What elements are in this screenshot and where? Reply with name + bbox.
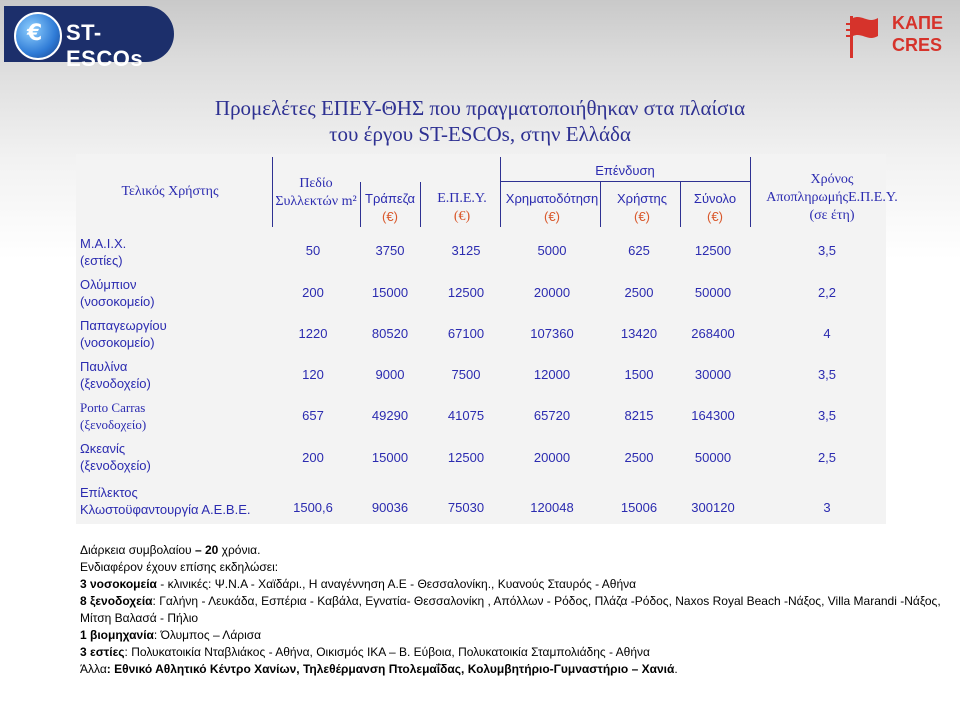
header-financier-line1: Χρηματοδότηση (505, 191, 599, 206)
row-label-name: Παπαγεωργίου (80, 318, 167, 333)
header-collector-area (266, 175, 366, 211)
title-line2: του έργου ST-ESCOs, στην Ελλάδα (329, 122, 631, 146)
cell-epey: 7500 (451, 367, 481, 382)
cell-epey: 3125 (451, 243, 481, 258)
cell-bank: 15000 (371, 450, 409, 465)
header-bank-line2: (€) (382, 209, 398, 224)
cell-total: 300120 (691, 500, 735, 515)
cell-bank: 15000 (371, 285, 409, 300)
cell-total: 30000 (694, 367, 732, 382)
header-payback-line3: (σε έτη) (809, 208, 855, 223)
header-investment: Επένδυση (595, 163, 655, 178)
cell-financier: 5000 (537, 243, 567, 258)
header-payback-line1: Χρόνος (810, 172, 854, 187)
row-label-type: (νοσοκομείο) (80, 294, 155, 309)
cell-area: 200 (302, 450, 324, 465)
cell-bank: 49290 (371, 408, 409, 423)
cell-user: 625 (628, 243, 650, 258)
row-label-name: Ολύμπιον (80, 277, 137, 292)
row-label-type: Κλωστοϋφαντουργία Α.Ε.Β.Ε. (80, 502, 251, 517)
notes-block (80, 542, 941, 678)
header-collector-area-line1: Πεδίο (299, 176, 333, 191)
cell-user: 15006 (620, 500, 658, 515)
row-label-type: (ξενοδοχείο) (80, 458, 151, 473)
header-financier-line2: (€) (544, 209, 560, 224)
cell-financier: 120048 (530, 500, 574, 515)
cell-bank: 80520 (371, 326, 409, 341)
note-industry (80, 627, 941, 644)
note-contract-duration (80, 542, 941, 559)
note-dorms (80, 644, 941, 661)
cell-area: 1500,6 (293, 500, 333, 515)
note-bold: : Εθνικό Αθλητικό Κέντρο Χανίων, Τηλεθέρμανση Πτολεμαΐδας, Κολυμβητήριο-Γυμναστήριο – Χανιά (106, 662, 675, 676)
header-payback (752, 171, 912, 225)
row-label (80, 358, 151, 392)
row-label (80, 317, 167, 351)
investment-underline (500, 181, 750, 182)
note-other (80, 661, 941, 678)
euro-icon: € (27, 21, 43, 46)
row-label-name: Μ.Α.Ι.Χ. (80, 236, 127, 251)
row-label (80, 484, 251, 518)
header-bank-line1: Τράπεζα (365, 191, 415, 206)
kape-line2: CRES (892, 35, 943, 55)
cell-epey: 67100 (447, 326, 485, 341)
note-interest: Ενδιαφέρον έχουν επίσης εκδηλώσει: (80, 560, 279, 574)
header-epey (424, 190, 500, 226)
note-text: : Πολυκατοικία Νταβλιάκος - Αθήνα, Οικισμός ΙΚΑ – Β. Εύβοια, Πολυκατοικία Σταμπολιάδης - Αθήνα (124, 645, 650, 659)
header-total-line2: (€) (707, 209, 723, 224)
cell-financier: 20000 (533, 450, 571, 465)
header-user (604, 190, 680, 226)
cell-financier: 20000 (533, 285, 571, 300)
cell-payback: 3,5 (817, 243, 837, 258)
kape-cres-logo (842, 6, 956, 62)
header-divider (420, 182, 421, 227)
row-label-name: Παυλίνα (80, 359, 128, 374)
header-financier (500, 190, 604, 226)
note-text: Διάρκεια συμβολαίου (80, 543, 195, 557)
note-text: Άλλα (80, 662, 107, 676)
note-hospitals (80, 576, 941, 593)
row-label (80, 440, 151, 474)
row-label-type: (νοσοκομείο) (80, 335, 155, 350)
note-text: : Όλυμπος – Λάρισα (153, 628, 262, 642)
kape-line1: ΚΑΠΕ (892, 13, 944, 33)
cell-total: 164300 (691, 408, 735, 423)
cell-bank: 9000 (375, 367, 405, 382)
note-bold: 1 βιομηχανία (80, 628, 154, 642)
cell-user: 1500 (624, 367, 654, 382)
header-payback-line2: ΑποπληρωμήςΕ.Π.Ε.Υ. (766, 190, 898, 205)
header-total-line1: Σύνολο (693, 191, 737, 206)
cell-area: 200 (302, 285, 324, 300)
note-text: χρόνια. (218, 543, 261, 557)
cell-payback: 2,5 (817, 450, 837, 465)
note-text: - κλινικές: Ψ.Ν.Α - Χαϊδάρι., Η αναγέννηση Α.Ε - Θεσσαλονίκη., Κυανούς Σταυρός - Αθήνα (156, 577, 637, 591)
note-bold: 3 εστίες (80, 645, 125, 659)
header-total (680, 190, 750, 226)
logo-text: ST- ESCOs (66, 20, 144, 71)
cell-user: 8215 (624, 408, 654, 423)
cell-user: 2500 (624, 285, 654, 300)
note-bold: 3 νοσοκομεία (80, 577, 157, 591)
cell-area: 50 (305, 243, 321, 258)
cell-user: 2500 (624, 450, 654, 465)
row-label (80, 399, 146, 433)
note-hotels (80, 593, 941, 610)
kape-text (892, 12, 943, 56)
header-epey-line2: (€) (453, 209, 471, 224)
cell-total: 50000 (694, 450, 732, 465)
cell-financier: 12000 (533, 367, 571, 382)
cell-epey: 75030 (447, 500, 485, 515)
cell-financier: 65720 (533, 408, 571, 423)
cell-bank: 90036 (371, 500, 409, 515)
row-label-name: Porto Carras (80, 400, 146, 415)
note-bold: 8 ξενοδοχεία (80, 594, 153, 608)
st-escos-logo (4, 6, 174, 71)
header-user-line2: (€) (634, 209, 650, 224)
cell-epey: 12500 (447, 450, 485, 465)
cell-payback: 3,5 (817, 408, 837, 423)
flag-icon (842, 10, 882, 58)
cell-area: 657 (302, 408, 324, 423)
header-user-line1: Χρήστης (617, 191, 667, 206)
cell-area: 1220 (298, 326, 328, 341)
row-label (80, 235, 126, 269)
row-label-type: (εστίες) (80, 253, 123, 268)
header-epey-line1: Ε.Π.Ε.Υ. (437, 191, 487, 206)
cell-epey: 41075 (447, 408, 485, 423)
note-hotels-cont: Μίτση Βαλασά - Πήλιο (80, 611, 199, 625)
page-title (190, 95, 770, 147)
header-end-user: Τελικός Χρήστης (121, 184, 219, 199)
note-bold: – 20 (194, 543, 219, 557)
row-label (80, 276, 155, 310)
cell-payback: 3 (823, 500, 831, 515)
row-label-type: (ξενοδοχείο) (80, 376, 151, 391)
title-line1: Προμελέτες ΕΠΕΥ-ΘΗΣ που πραγματοποιήθηκαν στα πλαίσια (214, 96, 746, 120)
cell-user: 13420 (620, 326, 658, 341)
note-text: . (674, 662, 678, 676)
header-divider (750, 157, 751, 227)
cell-total: 50000 (694, 285, 732, 300)
note-text: : Γαλήνη - Λευκάδα, Εσπέρια - Καβάλα, Εγνατία- Θεσσαλονίκη , Απόλλων - Ρόδος, Πλάζα -Ρόδος, Naxos Royal Beach -Νάξος, Villa Marandi -Νάξος, (152, 594, 941, 608)
cell-epey: 12500 (447, 285, 485, 300)
cell-financier: 107360 (530, 326, 574, 341)
cell-bank: 3750 (375, 243, 405, 258)
header-collector-area-line2: Συλλεκτών m² (275, 194, 357, 209)
cell-total: 268400 (691, 326, 735, 341)
row-label-name: Επίλεκτος (80, 485, 138, 500)
cell-area: 120 (302, 367, 324, 382)
row-label-type: (ξενοδοχείο) (80, 417, 147, 432)
cell-total: 12500 (694, 243, 732, 258)
cell-payback: 3,5 (817, 367, 837, 382)
row-label-name: Ωκεανίς (80, 441, 126, 456)
cell-payback: 2,2 (817, 285, 837, 300)
header-bank (362, 190, 418, 226)
cell-payback: 4 (823, 326, 831, 341)
